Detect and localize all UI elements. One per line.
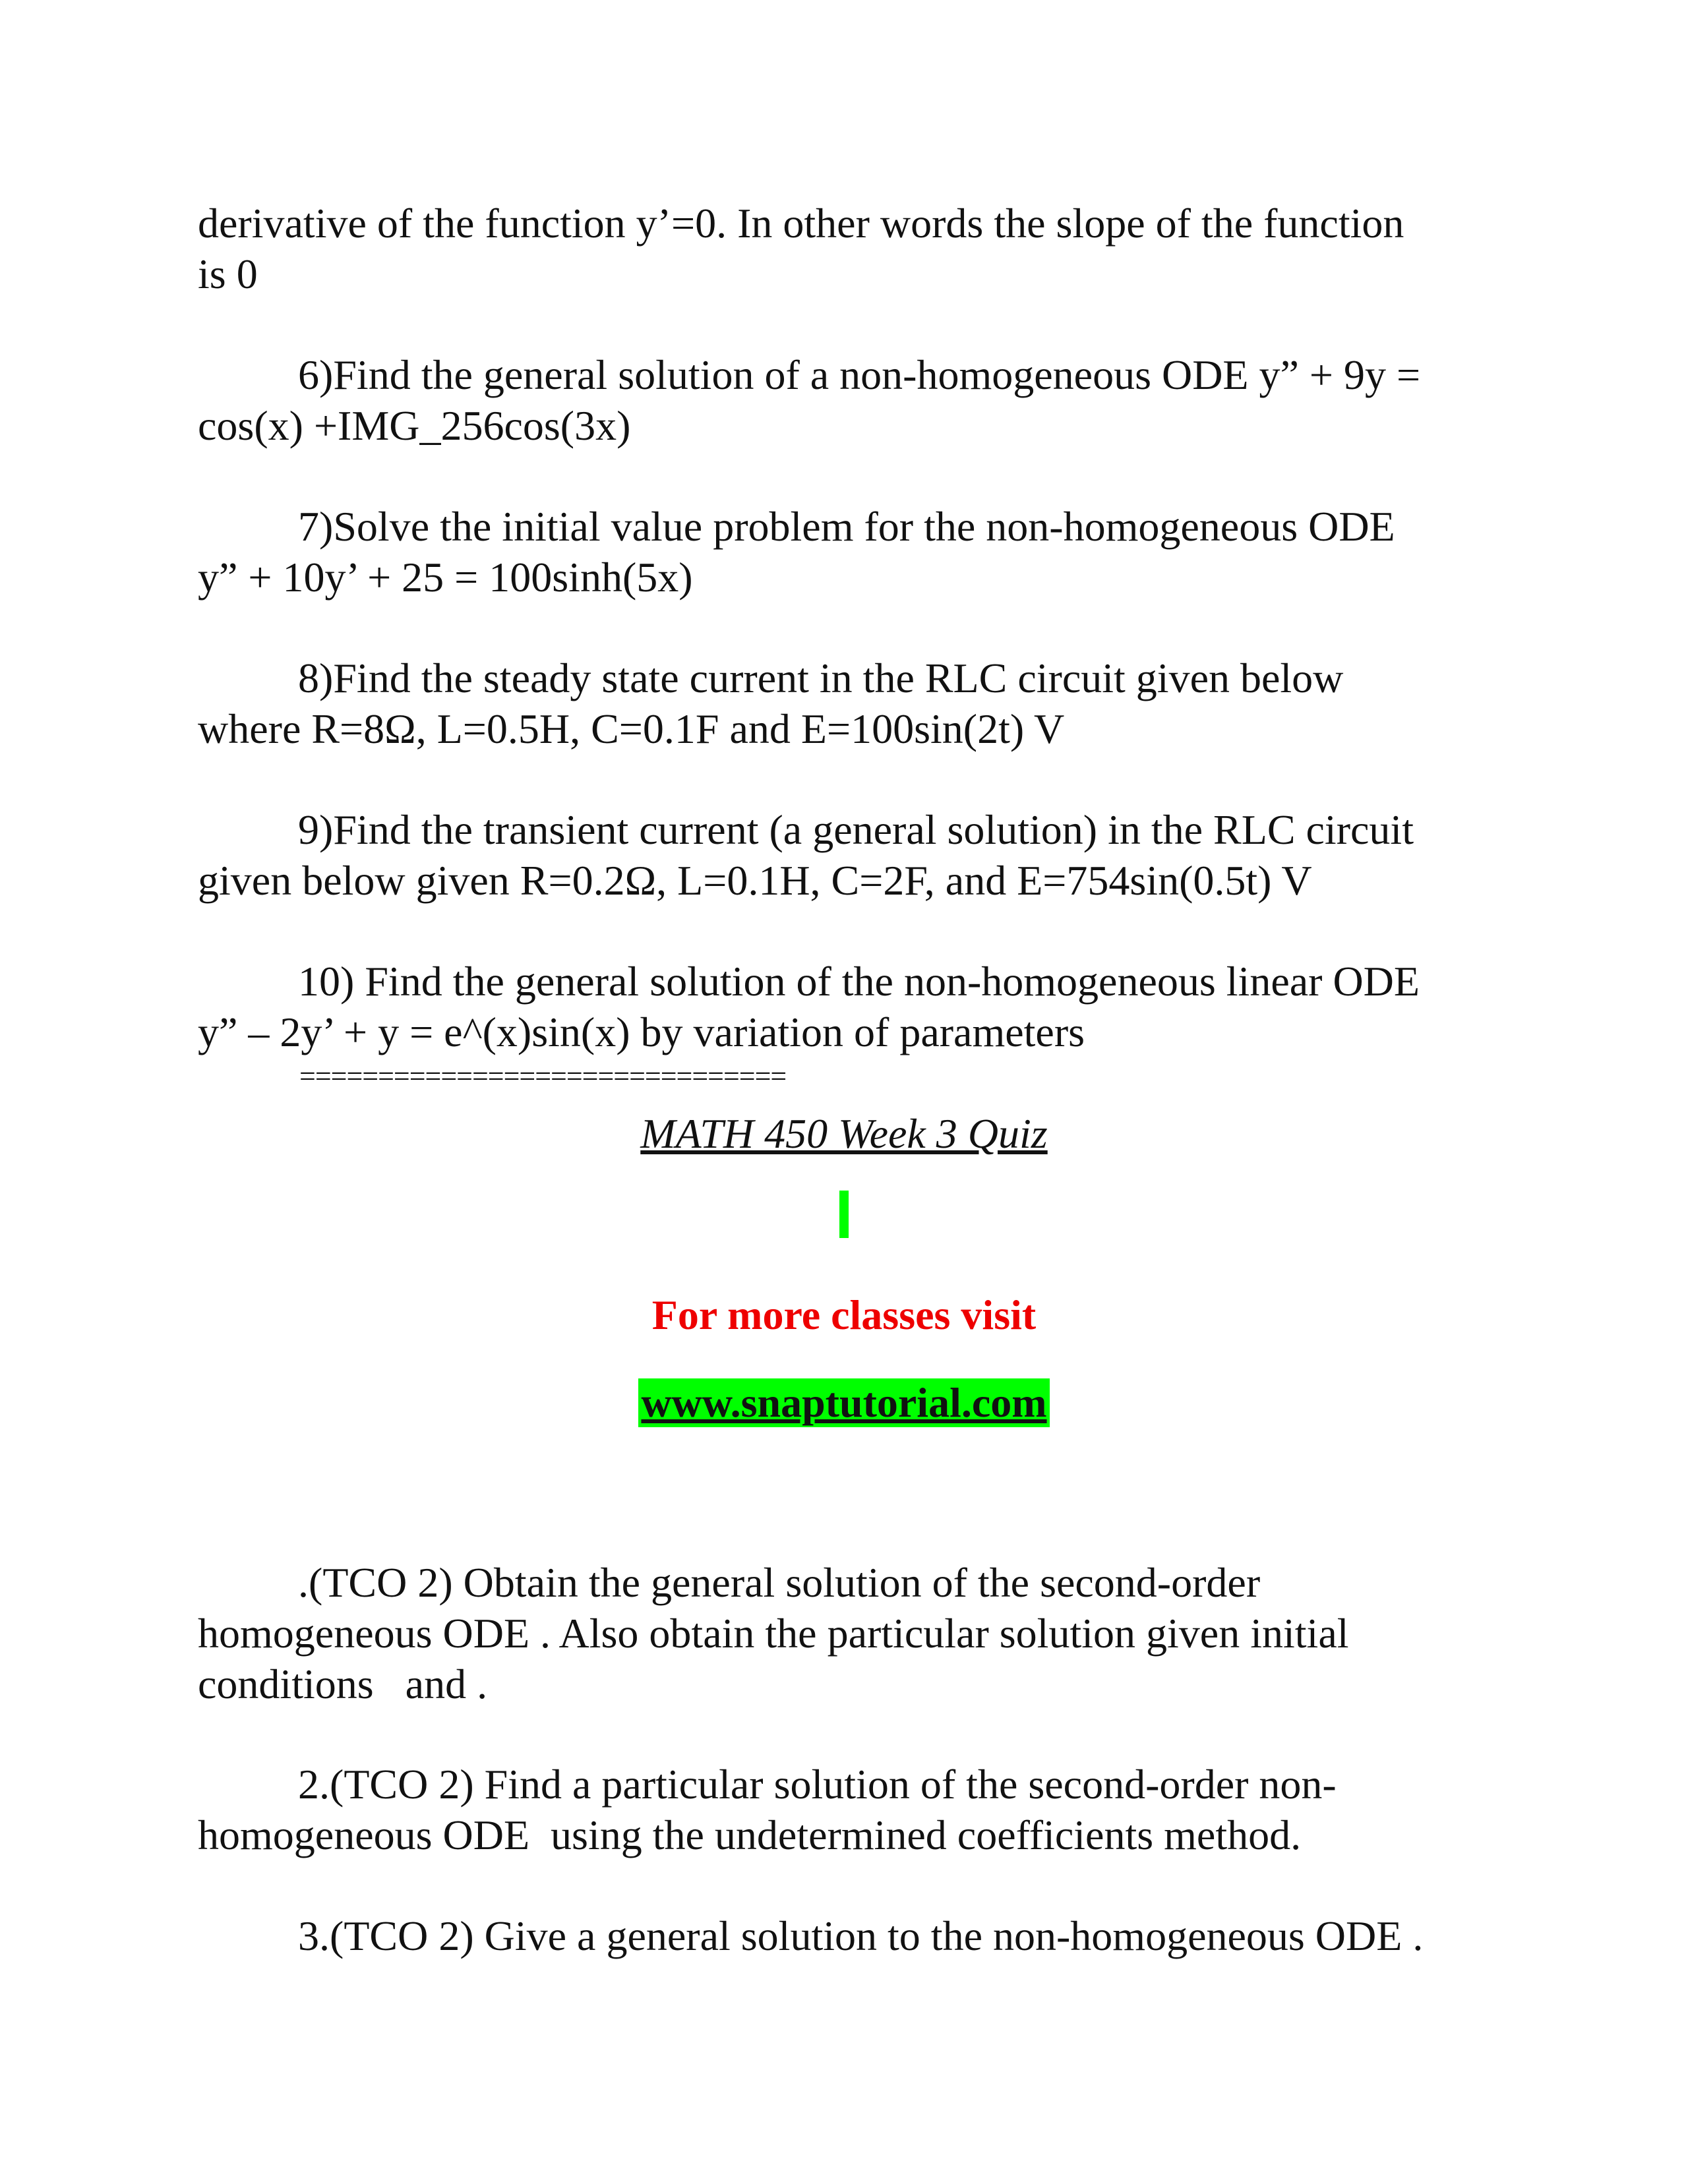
tco-question-1-line-3: conditions and . <box>198 1661 488 1707</box>
intro-line-2: is 0 <box>198 251 258 297</box>
tco-question-2 <box>198 1759 1490 1860</box>
question-9-line-1: 9)Find the transient current (a general solution) in the RLC circuit <box>298 806 1414 853</box>
question-7-line-2: y” + 10y’ + 25 = 100sinh(5x) <box>198 554 693 601</box>
separator-rule: =============================== <box>299 1060 787 1092</box>
promo-link[interactable]: www.snaptutorial.com <box>638 1378 1049 1427</box>
tco-question-3-line-1: 3.(TCO 2) Give a general solution to the non-homogeneous ODE . <box>298 1912 1424 1959</box>
tco-question-1 <box>198 1557 1490 1709</box>
question-9-line-2: given below given R=0.2Ω, L=0.1H, C=2F, and E=754sin(0.5t) V <box>198 857 1312 904</box>
tco-question-2-line-2: homogeneous ODE using the undetermined coefficients method. <box>198 1812 1302 1858</box>
question-6 <box>198 349 1490 451</box>
question-10-line-1: 10) Find the general solution of the non-homogeneous linear ODE <box>298 958 1420 1005</box>
green-marker-bar <box>839 1191 849 1238</box>
promo-text: For more classes visit <box>651 1291 1037 1338</box>
tco-question-3 <box>198 1910 1490 1961</box>
question-7 <box>198 501 1490 603</box>
question-6-line-2: cos(x) +IMG_256cos(3x) <box>198 402 631 449</box>
question-8-line-2: where R=8Ω, L=0.5H, C=0.1F and E=100sin(2t) V <box>198 705 1065 752</box>
intro-line-1: derivative of the function y’=0. In other words the slope of the function <box>198 200 1404 247</box>
question-8-line-1: 8)Find the steady state current in the RLC circuit given below <box>298 655 1344 701</box>
question-10 <box>198 956 1490 1057</box>
question-8 <box>198 653 1490 754</box>
promo-link-container <box>0 1376 1688 1429</box>
tco-question-1-line-1: .(TCO 2) Obtain the general solution of the second-order <box>298 1559 1261 1606</box>
intro-paragraph <box>198 198 1490 299</box>
tco-question-1-line-2: homogeneous ODE . Also obtain the particular solution given initial <box>198 1610 1349 1657</box>
question-9 <box>198 804 1490 906</box>
question-10-line-2: y” – 2y’ + y = e^(x)sin(x) by variation of parameters <box>198 1009 1085 1055</box>
tco-question-2-line-1: 2.(TCO 2) Find a particular solution of the second-order non- <box>298 1761 1337 1808</box>
question-6-line-1: 6)Find the general solution of a non-homogeneous ODE y” + 9y = <box>298 351 1421 398</box>
quiz-title: MATH 450 Week 3 Quiz <box>640 1110 1048 1157</box>
question-7-line-1: 7)Solve the initial value problem for the non-homogeneous ODE <box>298 503 1395 550</box>
